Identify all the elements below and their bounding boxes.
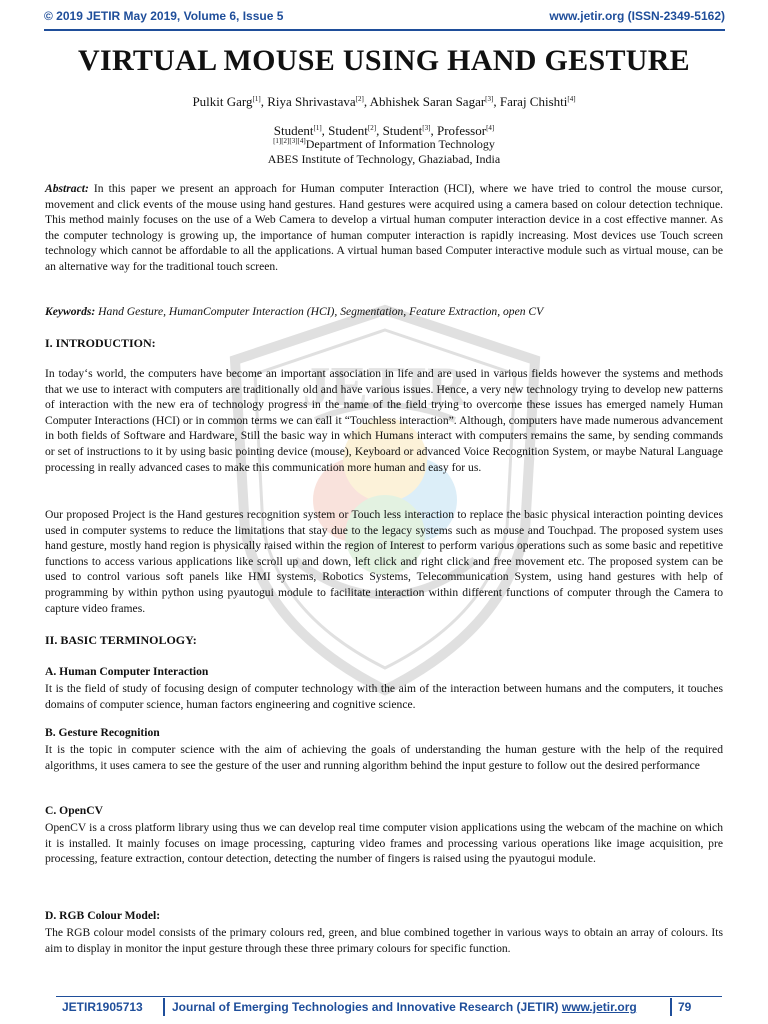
paper-title: VIRTUAL MOUSE USING HAND GESTURE xyxy=(78,44,690,77)
keywords-label: Keywords: xyxy=(45,305,96,318)
author-list: Pulkit Garg[1], Riya Shrivastava[2], Abhishek Saran Sagar[3], Faraj Chishti[4] xyxy=(192,94,576,109)
footer-rule xyxy=(56,996,722,997)
author-name: Pulkit Garg xyxy=(192,94,253,109)
jetir-logo-watermark xyxy=(205,300,565,700)
subsection-heading-gesture: B. Gesture Recognition xyxy=(45,726,160,739)
abstract xyxy=(45,181,723,275)
abstract-text: In this paper we present an approach for Human computer Interaction (HCI), where we have tried to control the mouse cursor, movement and click events of the mouse using hand gestures. Hand gestures were acquired using a camera based on colour detection technique. This method mainly focuses on the use of a Web Camera to develop a virtual human computer interaction device in a cost effective manner. As the computer technology is growing up, the importance of human computer interaction is rapidly increasing. Most devices use Touch screen technology which cannot be affordable to all the applications. A virtual human based Computer interactive module such as virtual mouse, can be an alternative way for the traditional touch screen. xyxy=(45,182,723,273)
section-heading-introduction: I. INTRODUCTION: xyxy=(45,336,156,350)
keywords xyxy=(45,304,723,320)
header-website[interactable]: www.jetir.org (ISSN-2349-5162) xyxy=(549,9,725,23)
footer-paper-id: JETIR1905713 xyxy=(62,1000,143,1014)
subsection-text-opencv: OpenCV is a cross platform library using thus we can develop real time computer vision applications using the webcam of the machine on which it is installed. It mainly focuses on image processing, capturing video frames and processing various operations like image acquisition, pre processing, feature extraction, contour detection, detecting the number of fingers is raised using the pyautogui module. xyxy=(45,821,723,866)
footer-link[interactable]: www.jetir.org xyxy=(561,1000,637,1014)
intro-paragraph-1: In today‘s world, the computers have become an important association in life and are used in various fields however the systems and methods that we use to interact with computers are traditionally old and have various issues. Hence, a very new technology trying to develop new patterns of interaction with the new era of technology progress in the name of the field trying to overcome these issues has emerged namely Human Computer Interactions (HCI) or in common terms we can call it “Touchless interaction”. Although, computers have made numerous advancement in both fields of Software and Hardware, Still the basic way in which Humans interact with computers remains the same, by sending commands or set of instructions to it by using basic pointing device (mouse), Keyboard or advanced Voice Recognition System, or maybe Natural Language processing in really advanced cases to make this communication more human and easy for us. xyxy=(45,367,723,474)
subsection-text-gesture: It is the topic in computer science with the aim of achieving the goals of understanding the human gesture with the help of the required algorithms, it uses camera to see the gesture of the user and running algorithm behind the input gesture to follow out the desired performance xyxy=(45,743,723,772)
header-rule xyxy=(44,29,725,31)
page-number: 79 xyxy=(678,1000,692,1014)
author-name: Riya Shrivastava xyxy=(267,94,356,109)
author-roles: Student[1], Student[2], Student[3], Professor[4] xyxy=(273,123,495,138)
institute: ABES Institute of Technology, Ghaziabad, India xyxy=(267,152,501,166)
subsection-heading-opencv: C. OpenCV xyxy=(45,804,103,817)
footer-divider xyxy=(670,998,672,1016)
author-name: Faraj Chishti xyxy=(499,94,568,109)
abstract-label: Abstract: xyxy=(45,182,89,195)
keywords-text: Hand Gesture, HumanComputer Interaction (HCI), Segmentation, Feature Extraction, open CV xyxy=(95,305,544,318)
running-footer xyxy=(56,1000,722,1016)
running-header xyxy=(44,9,725,27)
subsection-text-hci: It is the field of study of focusing design of computer technology with the aim of the interaction between humans and the computers, it touches domains of computer science, human factors engineering and cognitive science. xyxy=(45,682,723,711)
department: [1][2][3][4]Department of Information Technology xyxy=(273,137,495,151)
header-copyright: © 2019 JETIR May 2019, Volume 6, Issue 5 xyxy=(44,9,284,23)
intro-paragraph-2: Our proposed Project is the Hand gestures recognition system or Touch less interaction to replace the basic physical interaction pointing devices used in computer systems to reduce the limitations that stay due to the legacy systems such as mouse and Touchpad. The proposed system uses hand gesture, mostly hand region is physically raised within the region of Interest to perform various operations such as some basic and repetitive functions to access various applications like scroll up and down, left click and right click and free movement etc. The proposed system can be used to control various soft panels like HMI systems, Robotics Systems, Telecommunication System, using hand gestures with help of programming by within python using pyautogui module to facilitate interaction within different functions of computer through the Camera to capture video frames. xyxy=(45,508,723,615)
svg-text:JETIR: JETIR xyxy=(302,356,468,418)
subsection-text-rgb: The RGB colour model consists of the primary colours red, green, and blue combined together in various ways to obtain an array of colours. Its aim to display in monitor the input gesture through these three primary colours for specific function. xyxy=(45,926,723,955)
footer-divider xyxy=(163,998,165,1016)
footer-journal: Journal of Emerging Technologies and Innovative Research (JETIR) www.jetir.org xyxy=(172,1000,637,1014)
subsection-heading-rgb: D. RGB Colour Model: xyxy=(45,909,161,922)
subsection-heading-hci: A. Human Computer Interaction xyxy=(45,665,209,678)
author-name: Abhishek Saran Sagar xyxy=(369,94,486,109)
section-heading-terminology: II. BASIC TERMINOLOGY: xyxy=(45,633,197,647)
